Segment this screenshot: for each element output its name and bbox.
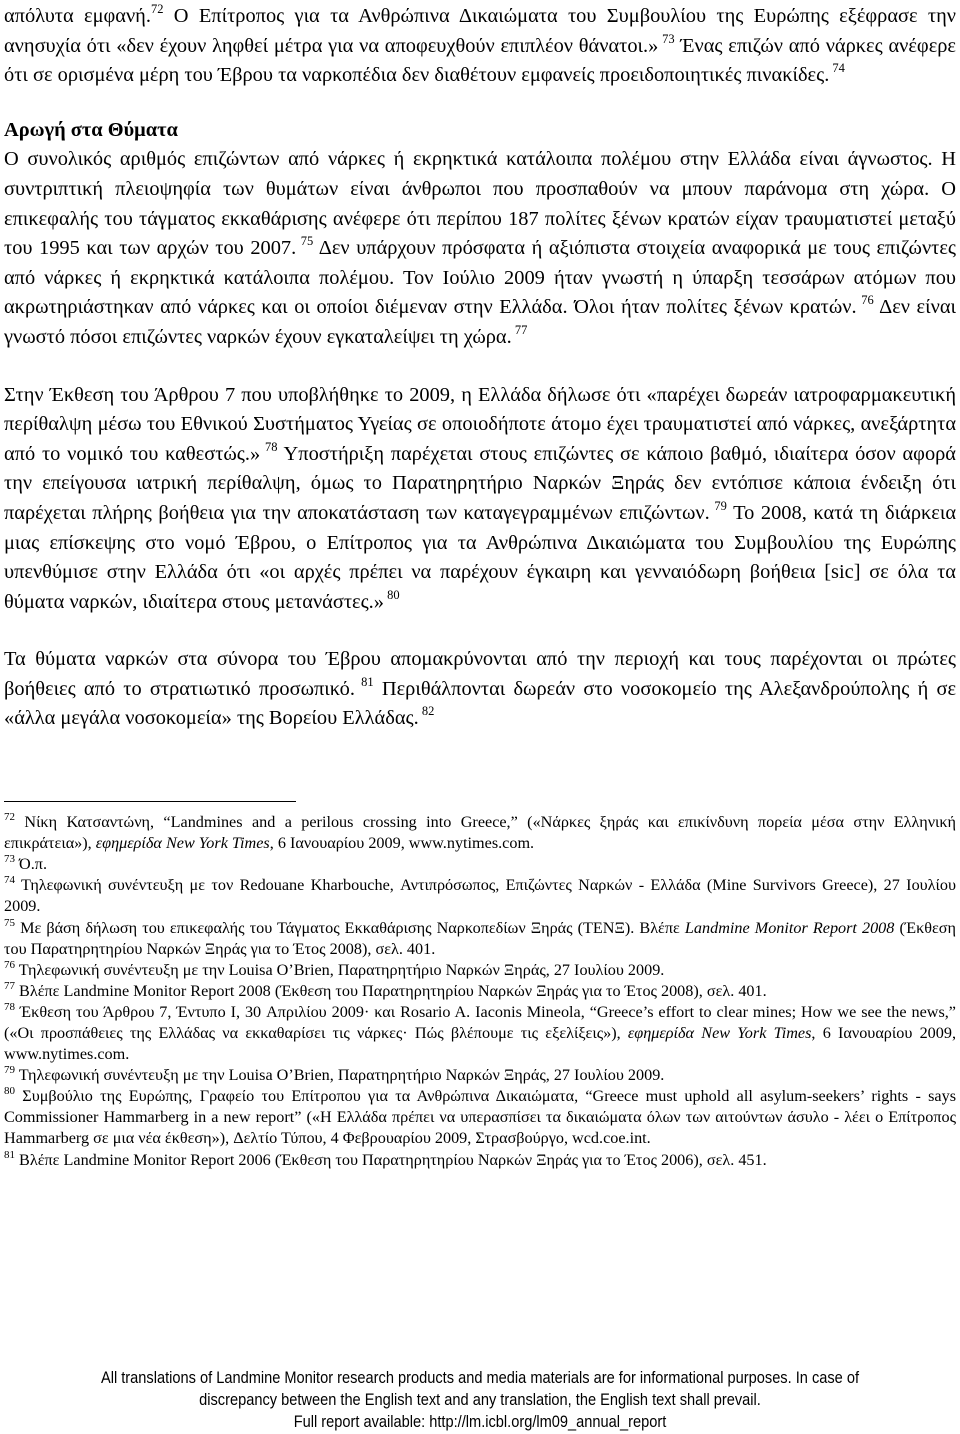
footnote-number: 74 xyxy=(4,874,15,887)
footnote-text: Βλέπε Landmine Monitor Report 2006 (Έκθεση του Παρατηρητηρίου Ναρκών Ξηράς για το Έτος 2006), σελ. 451. xyxy=(15,1150,767,1169)
footnote-emphasis: εφημερίδα New York Times xyxy=(627,1024,812,1042)
footnote-text: Με βάση δήλωση του επικεφαλής του Τάγματος Εκκαθάρισης Ναρκοπεδίων Ξηράς (ΤΕΝΞ). Βλέπε xyxy=(15,918,685,937)
paragraph-text: Ο Επίτροπος για τα Ανθρώπινα Δικαιώματα του Συμβουλίου της Ευρώπης εξέφρασε την ανησυχία ότι «δεν έχουν ληφθεί μέτρα για να αποφευχθούν επιπλέον θάνατοι.» xyxy=(4,5,956,57)
footnote-text: Ό.π. xyxy=(15,855,48,874)
paragraph-text: Υποστήριξη παρέχεται στους επιζώντες σε κάποιο βαθμό, ιδιαίτερα όσον αφορά την επείγουσα ιατρική περίθαλψη, όμως το Παρατηρητήριο Ναρκών Ξηράς δεν εντόπισε κάποια ένδειξη ότι παρέχεται πλήρης βοήθεια για την αποκατάσταση των καταγεγραμμένων επιζώντων. xyxy=(4,442,956,524)
footnote-number: 81 xyxy=(4,1148,15,1161)
footnote-emphasis: Landmine Monitor Report 2008 xyxy=(684,918,895,937)
footnote-73 xyxy=(4,854,956,875)
footnote-number: 79 xyxy=(4,1064,15,1077)
footnote-ref-75[interactable]: 75 xyxy=(296,234,314,249)
footnote-75 xyxy=(4,918,956,960)
footnote-72 xyxy=(4,812,956,854)
footnote-ref-73[interactable]: 73 xyxy=(658,31,675,46)
footnote-text: (Έκθεση του Παρατηρητηρίου Ναρκών Ξηράς για το Έτος 2008), σελ. 401. xyxy=(4,918,956,958)
footnote-text: Τηλεφωνική συνέντευξη με τον Redouane Kharbouche, Αντιπρόσωπος, Επιζώντες Ναρκών - Ελλάδα (Mine Survivors Greece), 27 Ιουλίου 2009. xyxy=(4,876,956,916)
paragraph-text: Ο συνολικός αριθμός επιζώντων από νάρκες ή εκρηκτικά κατάλοιπα πολέμου στην Ελλάδα είναι άγνωστος. Η συντριπτική πλειοψηφία των θυμάτων είναι άνθρωποι που προσπαθούν να μπουν παράνομα στη χώρα. Ο επικεφαλής του τάγματος εκκαθάρισης ανέφερε ότι περίπου 187 πολίτες ξένων κρατών είχαν τραυματιστεί μεταξύ του 1995 και των αρχών του 2007. xyxy=(4,148,956,260)
footnote-number: 78 xyxy=(4,1000,15,1013)
footnote-ref-80[interactable]: 80 xyxy=(383,587,400,602)
footnote-ref-79[interactable]: 79 xyxy=(709,498,727,513)
document-page xyxy=(4,0,956,1171)
footer-report-link[interactable]: Full report available: http://lm.icbl.org/lm09_annual_report xyxy=(293,1412,667,1432)
footnote-text: , 6 Ιανουαρίου 2009, www.nytimes.com. xyxy=(4,1024,957,1064)
paragraph-3 xyxy=(4,381,956,618)
footnote-77 xyxy=(4,981,956,1002)
footnote-81 xyxy=(4,1150,956,1171)
paragraph-text: Τα θύματα ναρκών στα σύνορα του Έβρου απομακρύνονται από την περιοχή και τους παρέχονται οι πρώτες βοήθειες από το στρατιωτικό προσωπικό. xyxy=(4,648,956,700)
footnote-number: 73 xyxy=(4,853,15,866)
footnote-text: Έκθεση του Άρθρου 7, Έντυπο I, 30 Απριλίου 2009· και Rosario A. Iaconis Mineola, “Greece’s effort to clear mines; How we see the news,” («Οι προσπάθειες της Ελλάδας να εκκαθαρίσει τις νάρκες· Πώς βλέπουμε τις εξελίξεις»), xyxy=(4,1002,956,1042)
footnote-number: 76 xyxy=(4,958,15,971)
footnote-number: 80 xyxy=(4,1085,15,1098)
paragraph-4 xyxy=(4,645,956,734)
section-heading: Αρωγή στα Θύματα xyxy=(4,118,178,141)
footnote-emphasis: εφημερίδα New York Times xyxy=(95,834,270,853)
paragraph-1 xyxy=(4,2,956,91)
footnote-74 xyxy=(4,875,956,917)
footnote-text: Νίκη Κατσαντώνη, “Landmines and a perilous crossing into Greece,” («Νάρκες ξηράς και επικίνδυνη πορεία μέσα στην Ελληνική επικράτεια»), xyxy=(4,813,956,853)
paragraph-2 xyxy=(4,145,956,352)
footnote-79 xyxy=(4,1065,956,1086)
footnote-ref-72[interactable]: 72 xyxy=(150,2,164,16)
footnote-ref-74[interactable]: 74 xyxy=(829,61,845,76)
footnote-text: Βλέπε Landmine Monitor Report 2008 (Έκθεση του Παρατηρητηρίου Ναρκών Ξηράς για το Έτος 2008), σελ. 401. xyxy=(15,981,767,1000)
footnote-number: 77 xyxy=(4,979,15,992)
footnote-text: , 6 Ιανουαρίου 2009, www.nytimes.com. xyxy=(269,834,535,853)
footnotes xyxy=(4,812,956,1171)
paragraph-text: Ένας επιζών από νάρκες ανέφερε ότι σε ορισμένα μέρη του Έβρου τα ναρκοπέδια δεν διαθέτουν εμφανείς προειδοποιητικές πινακίδες. xyxy=(4,34,956,87)
paragraph-text: Δεν είναι γνωστό πόσοι επιζώντες ναρκών έχουν εγκαταλείψει τη χώρα. xyxy=(4,296,956,348)
footnote-number: 72 xyxy=(4,811,15,824)
footer-disclaimer-line-2: discrepancy between the English text and any translation, the English text shall prevail. xyxy=(199,1390,761,1410)
footnote-ref-77[interactable]: 77 xyxy=(511,322,528,337)
footnote-number: 75 xyxy=(4,916,15,929)
footnote-ref-82[interactable]: 82 xyxy=(418,704,435,719)
page-footer xyxy=(58,1367,903,1434)
footnote-76 xyxy=(4,960,956,981)
paragraph-text: Περιθάλπονται δωρεάν στο νοσοκομείο της Αλεξανδρούπολης ή σε «άλλα μεγάλα νοσοκομεία» της Βορείου Ελλάδας. xyxy=(4,677,957,730)
footnote-ref-81[interactable]: 81 xyxy=(354,674,374,689)
paragraph-text: απόλυτα εμφανή. xyxy=(4,5,151,27)
footnote-text: Συμβούλιο της Ευρώπης, Γραφείο του Επίτροπου για τα Ανθρώπινα Δικαιώματα, “Greece must uphold all asylum-seekers’ rights - says Commissioner Hammarberg in a new report” («Η Ελλάδα πρέπει να υπερασπίσει τα δικαιώματα όλων των αιτούντων άσυλο - λέει ο Επίτροπος Hammarberg σε μια νέα έκθεση»), Δελτίο Τύπου, 4 Φεβρουαρίου 2009, Στρασβούργο, wcd.coe.int. xyxy=(4,1087,956,1148)
footnote-text: Τηλεφωνική συνέντευξη με την Louisa O’Brien, Παρατηρητήριο Ναρκών Ξηράς, 27 Ιουλίου 2009. xyxy=(15,960,665,979)
footnote-ref-76[interactable]: 76 xyxy=(856,293,874,308)
paragraph-text: Στην Έκθεση του Άρθρου 7 που υποβλήθηκε το 2009, η Ελλάδα δήλωσε ότι «παρέχει δωρεάν ιατροφαρμακευτική περίθαλψη μέσω του Εθνικού Συστήματος Υγείας σε οποιοδήποτε άτομο έχει τραυματιστεί από νάρκες, ανεξάρτητα από το νομικό του καθεστώς.» xyxy=(4,383,956,465)
footer-disclaimer-line-1: All translations of Landmine Monitor research products and media materials are for informational purposes. In case of xyxy=(100,1368,860,1387)
paragraph-text: Δεν υπάρχουν πρόσφατα ή αξιόπιστα στοιχεία αναφορικά με τους επιζώντες από νάρκες ή εκρηκτικά κατάλοιπα πολέμου. Τον Ιούλιο 2009 ήταν γνωστή η ύπαρξη τεσσάρων ατόμων που ακρωτηριάστηκαν από νάρκες και οι οποίοι διέμεναν στην Ελλάδα. Όλοι ήταν πολίτες ξένων κρατών. xyxy=(4,237,957,319)
footnote-text: Τηλεφωνική συνέντευξη με την Louisa O’Brien, Παρατηρητήριο Ναρκών Ξηράς, 27 Ιουλίου 2009. xyxy=(15,1066,665,1085)
footnote-78 xyxy=(4,1002,956,1065)
footnote-ref-78[interactable]: 78 xyxy=(260,439,278,454)
paragraph-text: Το 2008, κατά τη διάρκεια μιας επίσκεψης στο νομό Έβρου, ο Επίτροπος για τα Ανθρώπινα Δικαιώματα του Συμβουλίου της Ευρώπης υπενθύμισε στην Ελλάδα ότι «οι αρχές πρέπει να παρέχουν έγκαιρη και γενναιόδωρη βοήθεια [sic] σε όλα τα θύματα ναρκών, ιδιαίτερα στους μετανάστες.» xyxy=(4,501,957,613)
footnote-80 xyxy=(4,1086,956,1149)
footnote-separator xyxy=(4,801,296,802)
